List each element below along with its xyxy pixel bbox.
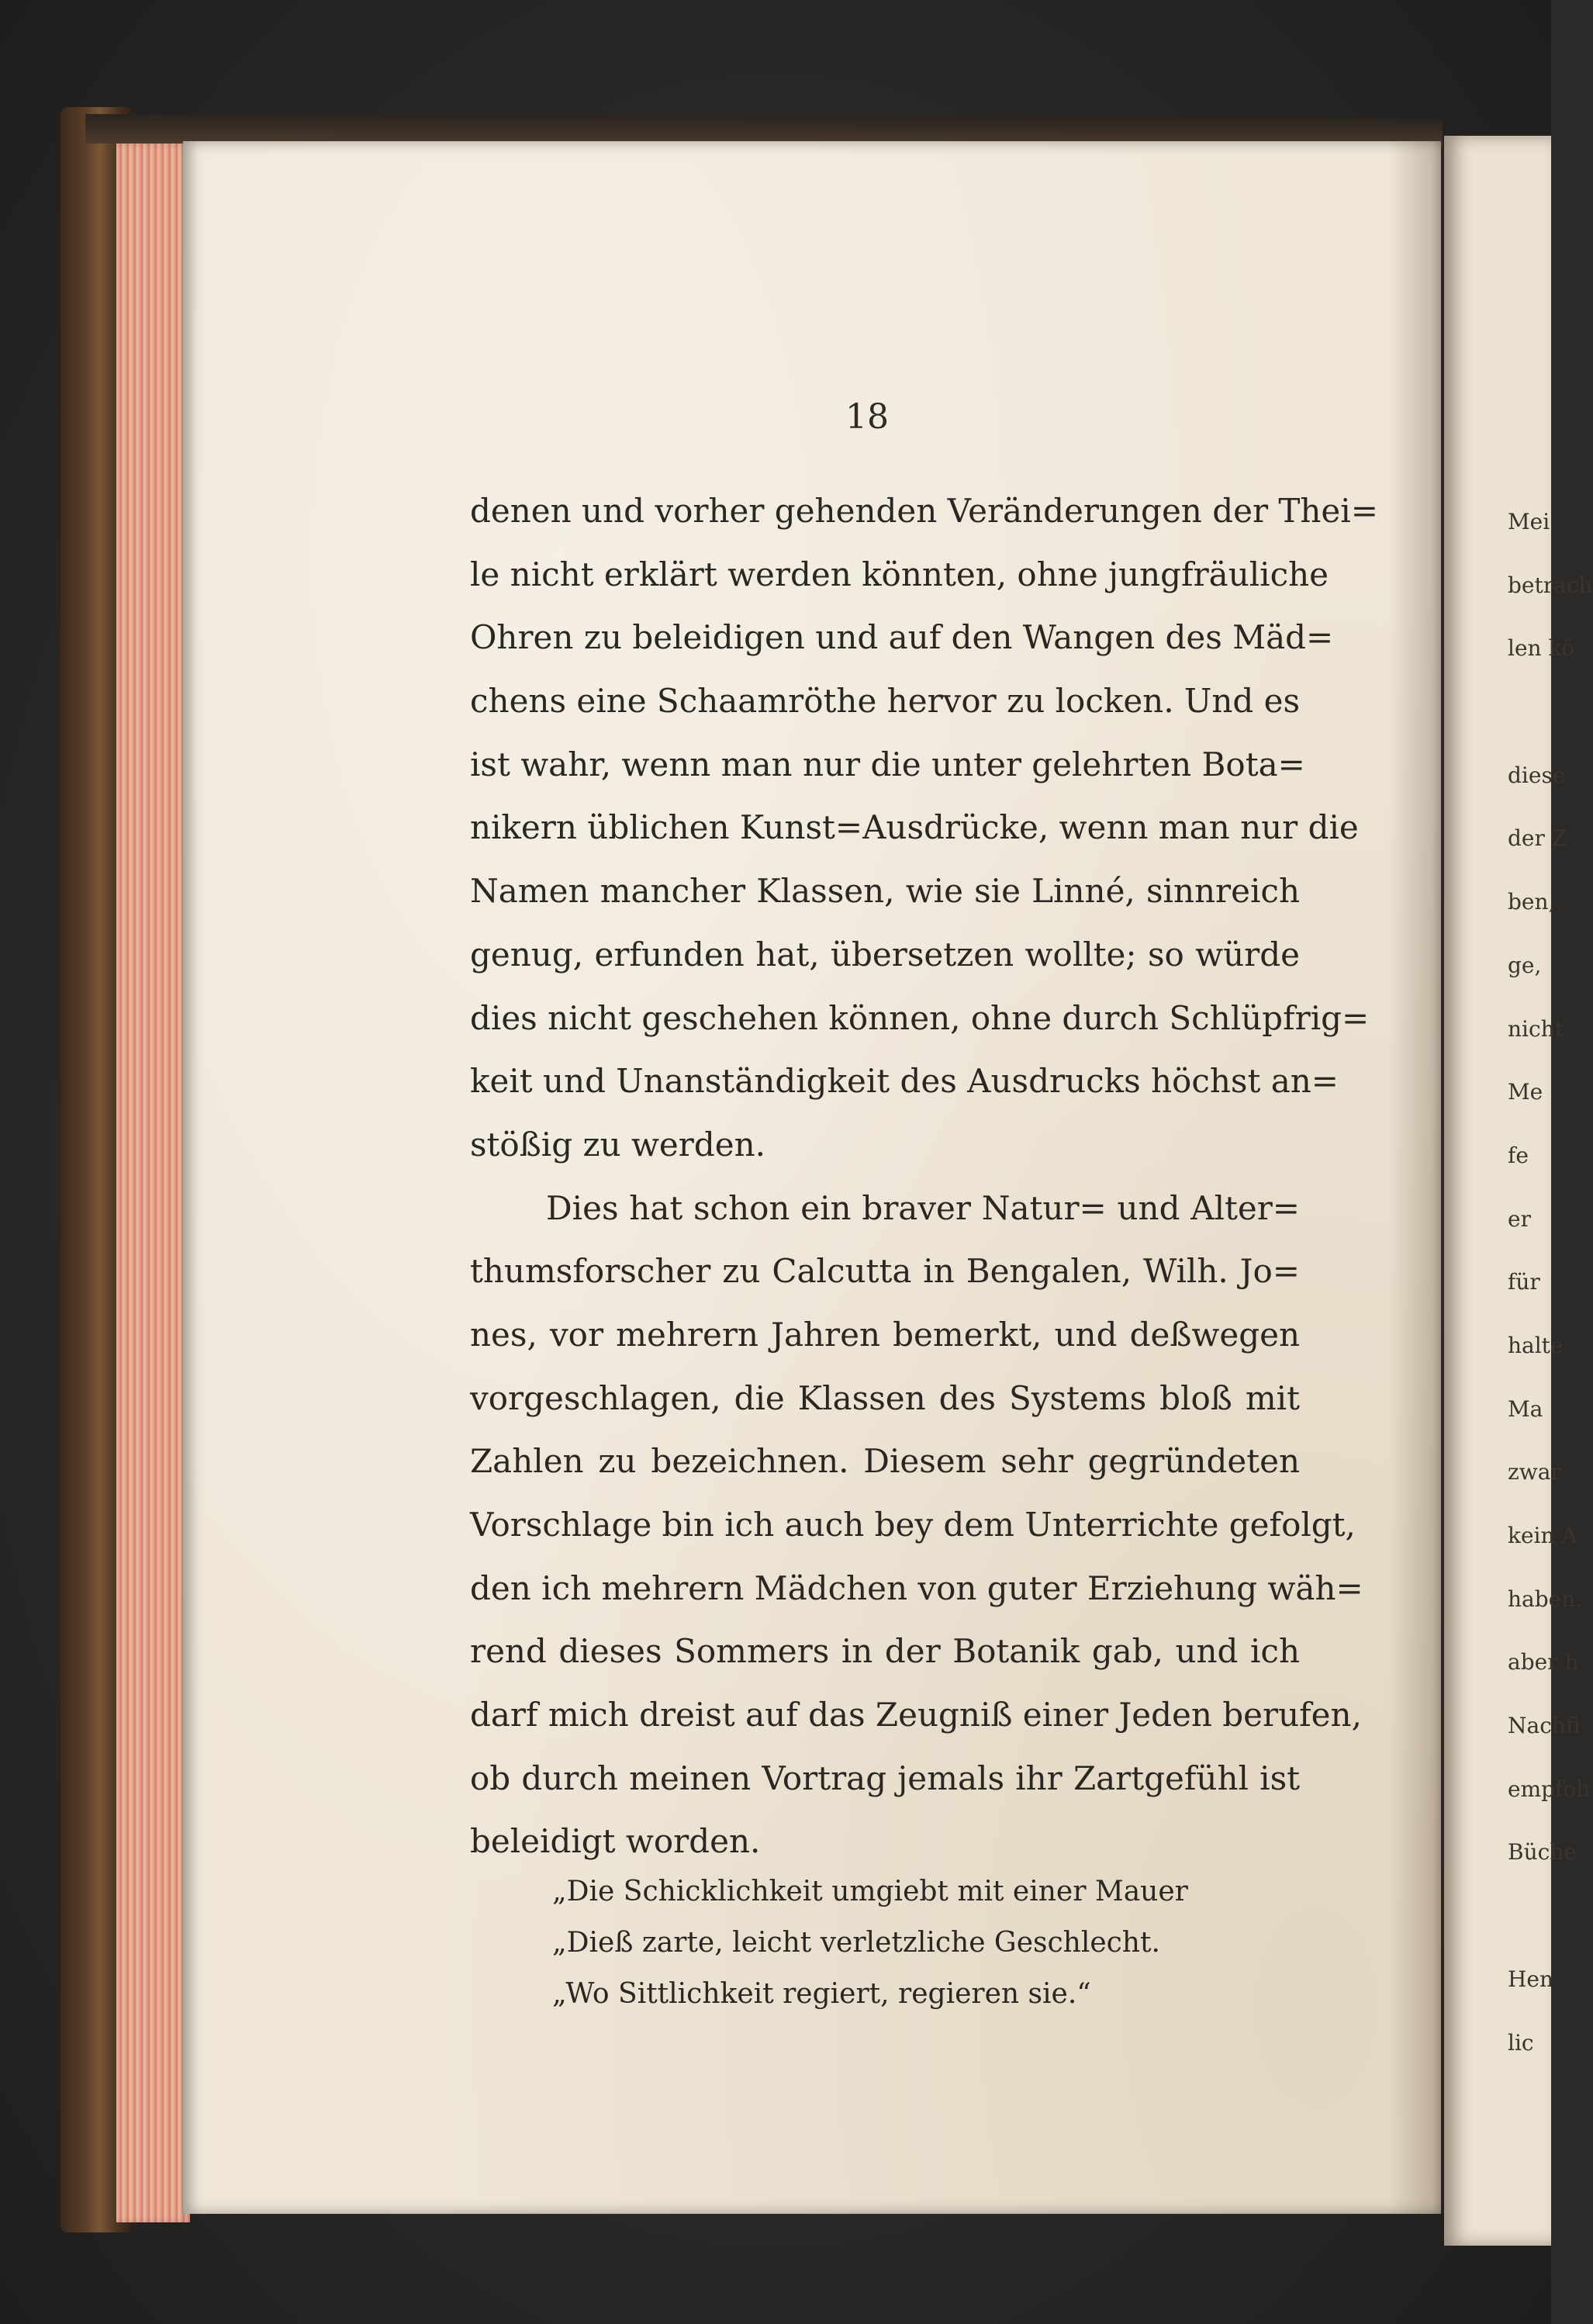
facing-page-fragment: kein A — [1508, 1523, 1577, 1548]
facing-page-fragment: betrach — [1508, 572, 1593, 598]
body-text — [470, 479, 1378, 1873]
text-line: beleidigt worden. — [470, 1822, 761, 1861]
text-line: Zahlen zu bezeichnen. Diesem sehr gegründeten — [470, 1442, 1300, 1481]
facing-page-fragment: Mei — [1508, 509, 1550, 534]
facing-page-fragment: empfoh — [1508, 1776, 1591, 1802]
facing-page-fragment: lic — [1508, 2029, 1534, 2056]
text-line: keit und Unanständigkeit des Ausdrucks höchst an= — [470, 1062, 1339, 1101]
facing-page-fragment: Büche — [1508, 1839, 1577, 1866]
text-line: Ohren zu beleidigen und auf den Wangen des Mäd= — [470, 618, 1334, 657]
text-line: ob durch meinen Vortrag jemals ihr Zartgefühl ist — [470, 1759, 1300, 1797]
facing-page-fragment — [1508, 680, 1551, 744]
facing-page-fragment: ge, — [1508, 952, 1542, 978]
facing-page-fragment: zwar — [1508, 1459, 1561, 1485]
facing-page-fragment: halte — [1508, 1332, 1564, 1358]
facing-page-fragment: ben, — [1508, 889, 1556, 915]
text-line: genug, erfunden hat, übersetzen wollte; so würde — [470, 935, 1300, 974]
text-line: rend dieses Sommers in der Botanik gab, und ich — [470, 1632, 1300, 1671]
facing-page-fragment: nicht — [1508, 1015, 1564, 1042]
facing-page-fragment: der Z — [1508, 825, 1567, 852]
facing-page-fragment: fe — [1508, 1142, 1529, 1168]
facing-page-fragment: Me — [1508, 1079, 1543, 1105]
facing-page-fragment: aber h — [1508, 1649, 1579, 1676]
text-line: stößig zu werden. — [470, 1125, 765, 1164]
facing-page-fragment: diese — [1508, 762, 1566, 788]
facing-page-text — [1508, 490, 1593, 2074]
text-line: vorgeschlagen, die Klassen des Systems bloß mit — [470, 1378, 1300, 1417]
text-line: chens eine Schaamröthe hervor zu locken. Und es — [470, 682, 1301, 721]
facing-page-fragment: er — [1508, 1205, 1531, 1232]
facing-page-fragment — [1508, 1884, 1551, 1948]
text-line: Dies hat schon ein braver Natur= und Alter= — [546, 1188, 1300, 1227]
text-line: le nicht erklärt werden könnten, ohne jungfräuliche — [470, 555, 1329, 593]
verse-line: „Wo Sittlichkeit regiert, regieren sie.“ — [552, 1978, 1091, 2010]
facing-page-fragment: Nachfi — [1508, 1713, 1581, 1739]
verse-quote — [552, 1866, 1219, 2020]
text-line: Namen mancher Klassen, wie sie Linné, sinnreich — [470, 872, 1300, 911]
text-line: denen und vorher gehenden Veränderungen der Thei= — [470, 492, 1378, 530]
text-line: ist wahr, wenn man nur die unter gelehrten Bota= — [470, 745, 1305, 783]
verse-line: „Die Schicklichkeit umgiebt mit einer Mauer — [552, 1876, 1188, 1907]
verse-line: „Dieß zarte, leicht verletzliche Geschlecht. — [552, 1927, 1160, 1959]
facing-page-fragment: für — [1508, 1269, 1540, 1295]
facing-page-fragment: Hen — [1508, 1966, 1554, 1992]
facing-page-fragment: Ma — [1508, 1395, 1543, 1422]
text-line: dies nicht geschehen können, ohne durch Schlüpfrig= — [470, 998, 1370, 1037]
text-line: thumsforscher zu Calcutta in Bengalen, Wilh. Jo= — [470, 1252, 1300, 1291]
text-line: nes, vor mehrern Jahren bemerkt, und deßwegen — [470, 1315, 1300, 1354]
gutter-shadow — [1388, 141, 1450, 2214]
text-line: darf mich dreist auf das Zeugniß einer Jeden berufen, — [470, 1696, 1362, 1734]
facing-page-fragment: len kö — [1508, 635, 1575, 662]
page-number: 18 — [845, 397, 889, 437]
facing-page-fragment: haben. — [1508, 1586, 1583, 1612]
text-line: den ich mehrern Mädchen von guter Erziehung wäh= — [470, 1568, 1363, 1607]
text-line: Vorschlage bin ich auch bey dem Unterrichte gefolgt, — [470, 1506, 1356, 1544]
page-edges — [116, 144, 190, 2222]
text-line: nikern üblichen Kunst=Ausdrücke, wenn man nur die — [470, 808, 1359, 847]
